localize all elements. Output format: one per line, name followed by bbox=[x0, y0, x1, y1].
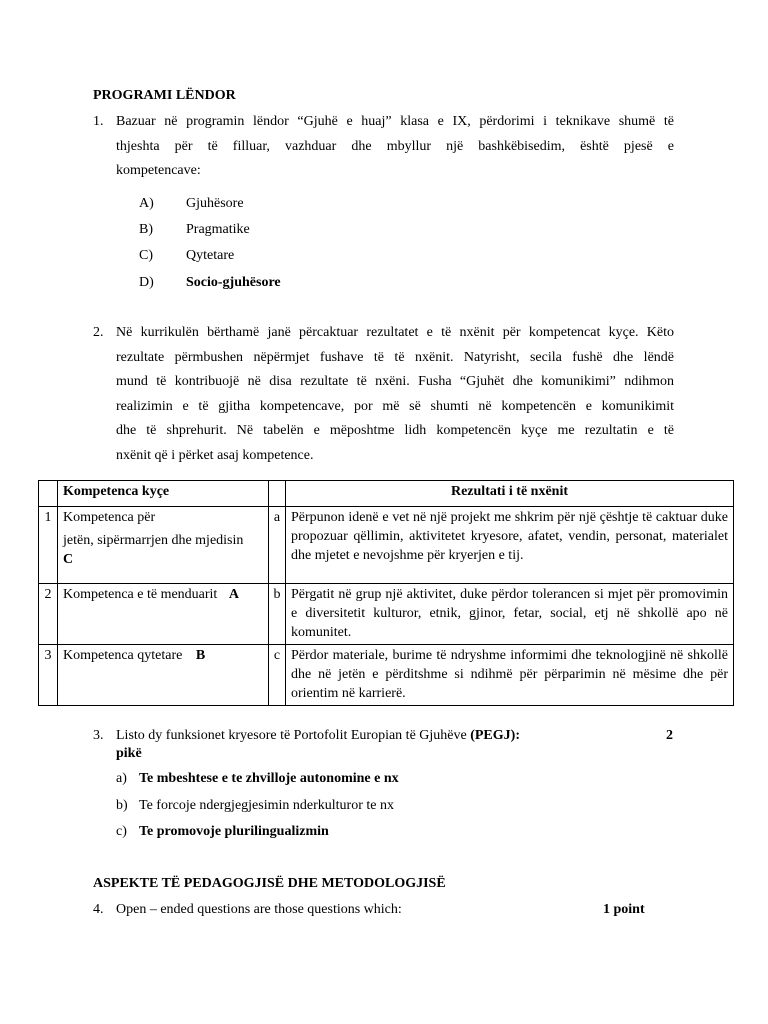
question-2-number: 2. bbox=[93, 325, 104, 340]
question-3-points-word: pikë bbox=[116, 746, 142, 761]
competence-answer: A bbox=[228, 587, 239, 602]
row-number: 3 bbox=[39, 645, 58, 706]
option-text: Pragmatike bbox=[186, 222, 250, 237]
option-text: Qytetare bbox=[186, 248, 235, 263]
answer-letter: c) bbox=[116, 824, 127, 839]
question-1-number: 1. bbox=[93, 114, 104, 129]
question-2-line: dhe të shprehurit. Në tabelën e mëposhtme lidh kompetencën kyçe me rezultatin e të bbox=[116, 423, 674, 438]
result-text: Përdor materiale, burime të ndryshme informimi dhe teknologjinë në shkollë dhe në jetën e përditshme si ndihmë për përparimin në mësime dhe për orientim në karrierë. bbox=[286, 645, 734, 706]
question-4-number: 4. bbox=[93, 902, 104, 917]
competence-name: Kompetenca e të menduarit bbox=[63, 587, 218, 602]
competence-table bbox=[38, 480, 734, 706]
answer-text: Te mbeshtese e te zhvilloje autonomine e nx bbox=[139, 771, 399, 786]
result-letter: a bbox=[269, 507, 286, 584]
question-2-line: nxënit që i përket asaj kompetence. bbox=[116, 448, 314, 463]
table-row bbox=[39, 645, 734, 706]
question-3-points: 2 bbox=[666, 728, 673, 743]
answer-letter: a) bbox=[116, 771, 127, 786]
result-letter: c bbox=[269, 645, 286, 706]
question-2-line: realizimin e të gjitha kompetencave, por më së shumti në kompetencën e komunikimit bbox=[116, 399, 674, 414]
competence-answer: B bbox=[195, 648, 206, 663]
question-1-line: kompetencave: bbox=[116, 163, 201, 178]
question-3-text: Listo dy funksionet kryesore të Portofolit Europian të Gjuhëve bbox=[116, 728, 467, 743]
answer-text: Te forcoje ndergjegjesimin nderkulturor te nx bbox=[139, 798, 394, 813]
question-3-number: 3. bbox=[93, 728, 104, 743]
section-title: PROGRAMI LËNDOR bbox=[93, 88, 236, 103]
option-letter: D) bbox=[139, 275, 154, 290]
question-4-text: Open – ended questions are those questions which: bbox=[116, 902, 402, 917]
competence-name: Kompetenca për bbox=[63, 510, 156, 525]
row-number: 2 bbox=[39, 584, 58, 645]
table-row bbox=[39, 584, 734, 645]
competence-name-cont: jetën, sipërmarrjen dhe mjedisin bbox=[63, 533, 244, 548]
result-letter: b bbox=[269, 584, 286, 645]
option-text-selected: Socio-gjuhësore bbox=[186, 275, 281, 290]
option-letter: A) bbox=[139, 196, 154, 211]
answer-text: Te promovoje plurilingualizmin bbox=[139, 824, 329, 839]
competence-name: Kompetenca qytetare bbox=[63, 648, 183, 663]
option-text: Gjuhësore bbox=[186, 196, 244, 211]
question-2-line: mund të kontribuojë në disa rezultate të nxëni. Fusha “Gjuhët dhe komunikimi” ndihmon bbox=[116, 374, 674, 389]
question-3-abbrev: (PEGJ): bbox=[470, 728, 520, 743]
table-header-row bbox=[39, 481, 734, 507]
result-text: Përpunon idenë e vet në një projekt me shkrim për një çështje të caktuar duke propozuar qëllimin, aktivitetet kryesore, afatet, vendin, personat, materialet dhe mjetet e nevojshme për kryerjen e tij. bbox=[286, 507, 734, 584]
row-number: 1 bbox=[39, 507, 58, 584]
result-text: Përgatit në grup një aktivitet, duke përdor tolerancen si mjet për promovimin e diversitetit kulturor, etnik, gjinor, fetar, social, etj në shkollë apo në komunitet. bbox=[286, 584, 734, 645]
section-title: ASPEKTE TË PEDAGOGJISË DHE METODOLOGJISË bbox=[93, 876, 446, 891]
question-1-line: Bazuar në programin lëndor “Gjuhë e huaj” klasa e IX, përdorimi i teknikave shumë të bbox=[116, 114, 674, 129]
header-competence: Kompetenca kyçe bbox=[58, 481, 269, 507]
answer-letter: b) bbox=[116, 798, 128, 813]
header-result: Rezultati i të nxënit bbox=[286, 481, 734, 507]
question-4-points: 1 point bbox=[603, 902, 645, 917]
question-2-line: Në kurrikulën bërthamë janë përcaktuar rezultatet e të nxënit për kompetencat kyçe. Këto bbox=[116, 325, 674, 340]
option-letter: B) bbox=[139, 222, 153, 237]
option-letter: C) bbox=[139, 248, 153, 263]
table-row bbox=[39, 507, 734, 584]
question-1-line: thjeshta për të filluar, vazhduar dhe mbyllur një bashkëbisedim, është pjesë e bbox=[116, 139, 674, 154]
question-2-line: rezultate përmbushen nëpërmjet fushave të të nxënit. Natyrisht, secila fushë dhe lëndë bbox=[116, 350, 674, 365]
competence-answer: C bbox=[63, 552, 74, 567]
